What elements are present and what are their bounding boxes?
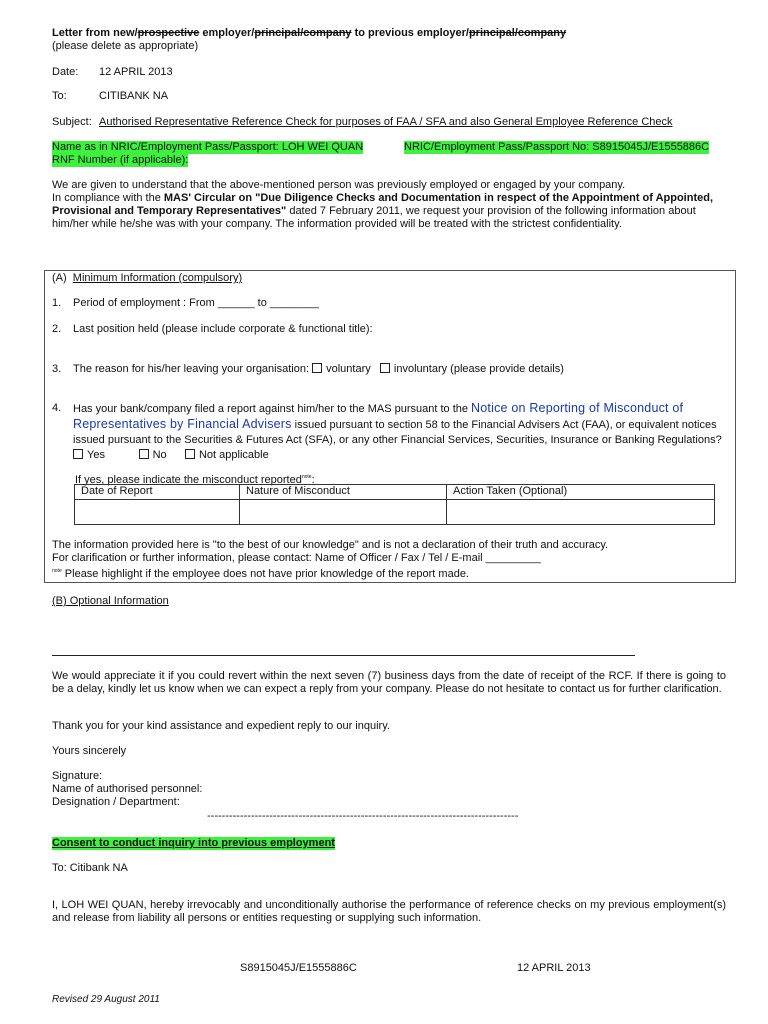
not-applicable-checkbox[interactable] (185, 449, 195, 459)
intro-paragraph: In compliance with the MAS' Circular on "Due Diligence Checks and Documentation in respect of the Appointment of Appointed, Provisional and Temporary Representatives" dated 7 February 2011, we request your provision of the following information about him/her while he/she was with your company. The information provided will be treated with the strictest confidentiality. (52, 192, 714, 230)
consent-date: 12 APRIL 2013 (517, 962, 591, 974)
consent-title: Consent to conduct inquiry into previous employment (52, 837, 335, 849)
yes-checkbox[interactable] (73, 449, 83, 459)
q4-text: Has your bank/company filed a report against him/her to the MAS pursuant to the Notice on Reporting of Misconduct of Representatives by Financial Advisers issued pursuant to section 58 to the Financial Advisers Act (FAA), or equivalent notices issued pursuant to the Securities & Futures Act (SFA), or any other Financial Services, Securities, Insurance or Banking Regulations? Yes No Not applicable (73, 401, 722, 461)
table-cell-date[interactable] (75, 500, 240, 525)
delete-note: (please delete as appropriate) (52, 40, 199, 52)
q1-num: 1. (52, 297, 62, 309)
contact-line: For clarification or further information, please contact: Name of Officer / Fax / Tel / E-mail _________ (52, 552, 541, 564)
optional-info-line[interactable] (52, 655, 635, 656)
consent-id: S8915045J/E1555886C (240, 962, 357, 974)
to-value: CITIBANK NA (99, 90, 169, 102)
disclaimer: The information provided here is "to the best of our knowledge" and is not a declaration of their truth and accuracy. (52, 539, 609, 551)
to-label: To: (52, 90, 67, 102)
q4-num: 4. (52, 402, 62, 414)
subject-value: Authorised Representative Reference Check for purposes of FAA / SFA and also General Employee Reference Check (99, 116, 673, 128)
authorised-name-label: Name of authorised personnel: (52, 783, 203, 795)
thank-you-line: Thank you for your kind assistance and expedient reply to our inquiry. (52, 720, 390, 732)
table-cell-nature[interactable] (240, 500, 447, 525)
signature-label: Signature: (52, 770, 103, 782)
date-value: 12 APRIL 2013 (99, 66, 173, 78)
consent-to: To: Citibank NA (52, 862, 128, 874)
letter-heading: Letter from new/prospective employer/principal/company to previous employer/principal/company (52, 27, 567, 39)
subject-label: Subject: (52, 116, 92, 128)
table-header: Action Taken (Optional) (447, 485, 715, 500)
section-a-heading: (A) Minimum Information (compulsory) (52, 272, 243, 284)
revised-footer: Revised 29 August 2011 (52, 994, 160, 1005)
no-checkbox[interactable] (139, 449, 149, 459)
closing-paragraph: We would appreciate it if you could revert within the next seven (7) business days from the date of receipt of the RCF. If there is going to be a delay, kindly let us know when we can expect a reply from your company. Please do not hesitate to contact us for further clarification. (52, 670, 726, 695)
table-header: Date of Report (75, 485, 240, 500)
rnf-field: RNF Number (if applicable): (52, 154, 189, 166)
date-label: Date: (52, 66, 79, 78)
designation-label: Designation / Department: (52, 796, 180, 808)
id-field: NRIC/Employment Pass/Passport No: S8915045J/E1555886C (404, 141, 710, 153)
dashed-separator: ------------------------------------------------------------------------------------- (207, 810, 519, 822)
consent-body: I, LOH WEI QUAN, hereby irrevocably and unconditionally authorise the performance of reference checks on my previous employment(s) and release from liability all persons or entities requesting or supplying such information. (52, 899, 726, 924)
q2-num: 2. (52, 323, 62, 335)
notice-reference: Notice on Reporting of Misconduct of Representatives by Financial Advisers (73, 401, 684, 431)
misconduct-table (74, 484, 715, 525)
table-cell-action[interactable] (447, 500, 715, 525)
q2-text: Last position held (please include corporate & functional title): (73, 323, 373, 335)
section-b-heading: (B) Optional Information (52, 595, 169, 607)
intro-line: We are given to understand that the above-mentioned person was previously employed or engaged by your company. (52, 179, 626, 191)
note-line: $^{note}$ Please highlight if the employee does not have prior knowledge of the report made. (52, 568, 469, 580)
q3-num: 3. (52, 363, 62, 375)
q1-text: Period of employment : From ______ to ________ (73, 297, 319, 309)
table-header: Nature of Misconduct (240, 485, 447, 500)
voluntary-checkbox[interactable] (312, 363, 322, 373)
q3-row: The reason for his/her leaving your organisation: voluntary involuntary (please provide details) (73, 363, 564, 375)
name-field: Name as in NRIC/Employment Pass/Passport: LOH WEI QUAN (52, 141, 364, 153)
involuntary-checkbox[interactable] (380, 363, 390, 373)
if-yes-line: If yes, please indicate the misconduct reported$^{note}$: (75, 474, 315, 486)
yours-sincerely: Yours sincerely (52, 745, 127, 757)
